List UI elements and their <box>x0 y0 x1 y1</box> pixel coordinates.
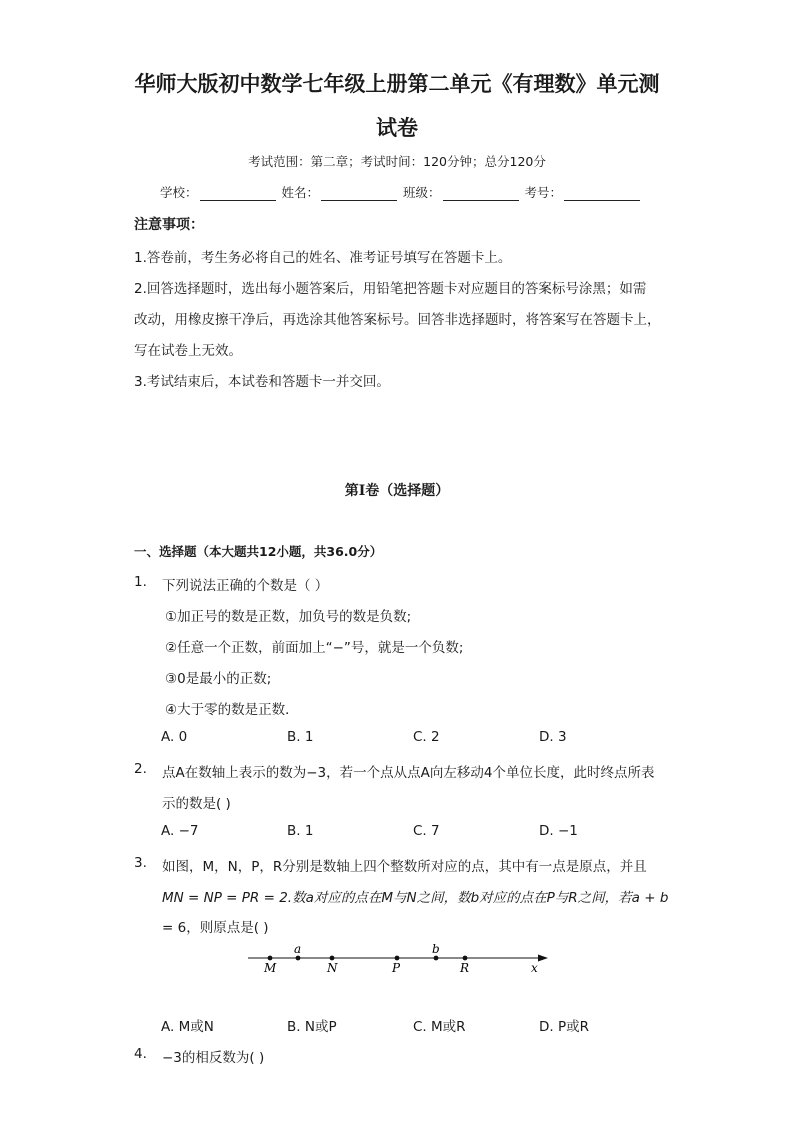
question-3-option-b[interactable]: B. N或P <box>287 1019 337 1035</box>
question-2-option-a[interactable]: A. −7 <box>161 823 199 839</box>
question-2-option-b[interactable]: B. 1 <box>287 823 314 839</box>
exam-info: 考试范围：第二章；考试时间：120分钟；总分120分 <box>248 154 546 169</box>
point-b <box>434 956 439 961</box>
note-item-2-line1: 2.回答选择题时，选出每小题答案后，用铅笔把答题卡对应题目的答案标号涂黑；如需 <box>134 281 647 297</box>
question-1-option-a[interactable]: A. 0 <box>161 729 188 745</box>
class-field[interactable] <box>443 186 519 201</box>
question-2-option-c[interactable]: C. 7 <box>413 823 440 839</box>
name-label: 姓名： <box>281 185 320 200</box>
section-title: 第I卷（选择题） <box>344 483 450 499</box>
paper-title-line1: 华师大版初中数学七年级上册第二单元《有理数》单元测 <box>134 72 660 96</box>
school-label: 学校： <box>160 185 198 200</box>
axis-arrow-icon <box>538 955 548 962</box>
question-1-stem: 下列说法正确的个数是（ ） <box>162 578 329 594</box>
question-2-option-d[interactable]: D. −1 <box>539 823 578 839</box>
question-1-number: 1. <box>134 574 147 590</box>
question-3-number: 3. <box>134 855 147 871</box>
number-label: 考号： <box>524 185 563 200</box>
point-r-label: R <box>460 961 470 975</box>
point-m <box>268 956 273 961</box>
point-a-label: a <box>294 942 302 956</box>
paper-title-line2: 试卷 <box>376 116 418 140</box>
number-line-figure <box>240 938 560 980</box>
point-b-label: b <box>432 942 440 956</box>
question-1-statement-3: ③0是最小的正数; <box>165 671 272 687</box>
question-1-option-b[interactable]: B. 1 <box>287 729 314 745</box>
question-1-statement-2: ②任意一个正数，前面加上“−”号，就是一个负数; <box>165 640 464 656</box>
question-4-number: 4. <box>134 1046 147 1062</box>
name-field[interactable] <box>321 186 397 201</box>
question-1-option-c[interactable]: C. 2 <box>413 729 440 745</box>
class-label: 班级： <box>403 185 441 200</box>
info-fields <box>160 183 642 201</box>
question-2-stem-line2: 示的数是( ) <box>162 796 231 812</box>
question-3-stem-line1: 如图，M，N，P，R分别是数轴上四个整数所对应的点，其中有一点是原点，并且 <box>162 859 647 875</box>
question-3-stem-line3: = 6，则原点是( ) <box>162 920 269 936</box>
question-3-option-a[interactable]: A. M或N <box>161 1019 214 1035</box>
number-field[interactable] <box>564 186 640 201</box>
note-item-1: 1.答卷前，考生务必将自己的姓名、准考证号填写在答题卡上。 <box>134 250 512 266</box>
part-heading: 一、选择题（本大题共12小题，共36.0分） <box>134 544 383 559</box>
question-4-stem: −3的相反数为( ) <box>162 1050 265 1066</box>
question-2-number: 2. <box>134 761 147 777</box>
axis-x-label: x <box>531 961 538 975</box>
question-1-statement-4: ④大于零的数是正数． <box>165 702 299 718</box>
point-r <box>463 956 468 961</box>
point-p <box>395 956 400 961</box>
point-a <box>296 956 301 961</box>
note-item-3: 3.考试结束后，本试卷和答题卡一并交回。 <box>134 374 390 390</box>
notes-heading: 注意事项： <box>134 217 204 233</box>
point-m-label: M <box>264 961 277 975</box>
question-3-option-c[interactable]: C. M或R <box>413 1019 466 1035</box>
question-3-stem-line2: MN = NP = PR = 2.数a对应的点在M与N之间，数b对应的点在P与R之间，若a + b <box>162 890 669 906</box>
note-item-2-line3: 写在试卷上无效。 <box>134 343 242 359</box>
note-item-2-line2: 改动，用橡皮擦干净后，再选涂其他答案标号。回答非选择题时，将答案写在答题卡上， <box>134 312 661 328</box>
question-2-stem-line1: 点A在数轴上表示的数为−3，若一个点从点A向左移动4个单位长度，此时终点所表 <box>162 765 655 781</box>
school-field[interactable] <box>200 186 276 201</box>
question-1-option-d[interactable]: D. 3 <box>539 729 567 745</box>
point-n <box>330 956 335 961</box>
question-3-option-d[interactable]: D. P或R <box>539 1019 589 1035</box>
point-n-label: N <box>327 961 338 975</box>
question-1-statement-1: ①加正号的数是正数，加负号的数是负数; <box>165 609 412 625</box>
point-p-label: P <box>392 961 401 975</box>
